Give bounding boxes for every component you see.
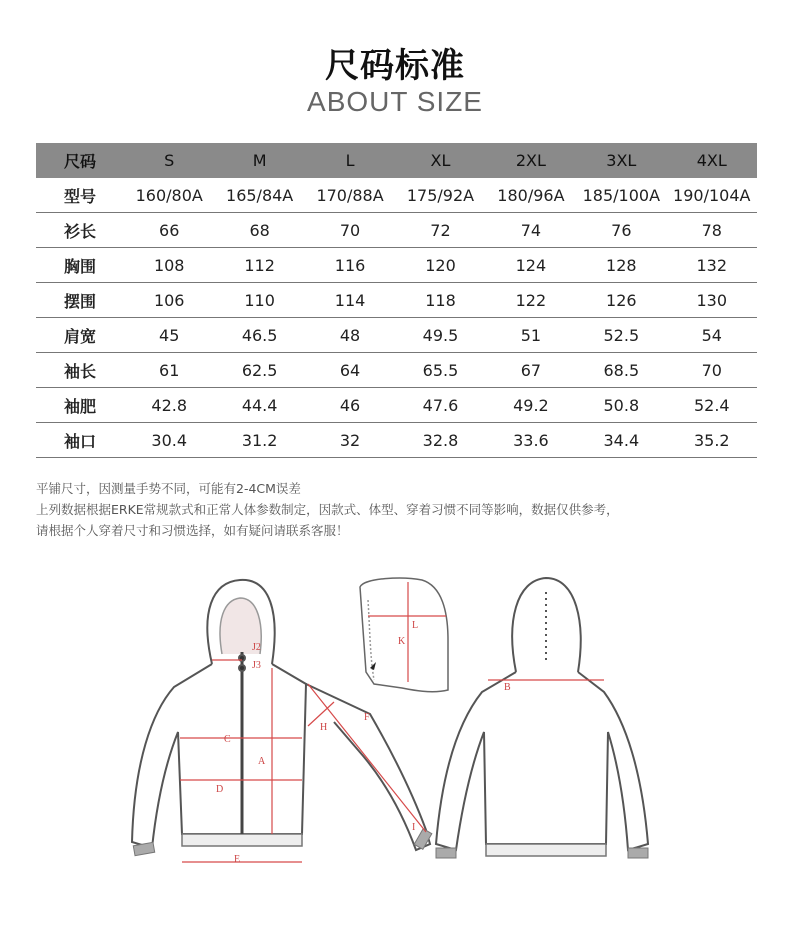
size-value: 49.5 bbox=[395, 318, 485, 353]
label-j3: J3 bbox=[252, 660, 261, 671]
size-value: 118 bbox=[395, 283, 485, 318]
size-value: 68 bbox=[214, 213, 304, 248]
size-value: 51 bbox=[486, 318, 576, 353]
note-line: 平铺尺寸，因测量手势不同，可能有2-4CM误差 bbox=[36, 481, 301, 496]
header-cell: XL bbox=[395, 143, 485, 178]
size-value: 122 bbox=[486, 283, 576, 318]
row-label: 袖长 bbox=[36, 353, 124, 388]
size-value: 180/96A bbox=[486, 178, 576, 213]
size-table-row bbox=[36, 213, 757, 248]
label-f: F bbox=[364, 712, 370, 723]
size-value: 64 bbox=[305, 353, 395, 388]
size-value: 74 bbox=[486, 213, 576, 248]
size-value: 50.8 bbox=[576, 388, 666, 423]
page-subtitle: ABOUT SIZE bbox=[307, 86, 483, 117]
label-l: L bbox=[412, 620, 419, 631]
size-value: 126 bbox=[576, 283, 666, 318]
size-value: 108 bbox=[124, 248, 214, 283]
size-value: 72 bbox=[395, 213, 485, 248]
size-value: 42.8 bbox=[124, 388, 214, 423]
front-hoodie-illustration bbox=[132, 580, 432, 856]
row-label: 型号 bbox=[36, 178, 124, 213]
row-label: 袖口 bbox=[36, 423, 124, 458]
header-cell: M bbox=[214, 143, 304, 178]
size-value: 52.4 bbox=[667, 388, 757, 423]
size-value: 120 bbox=[395, 248, 485, 283]
label-e: E bbox=[234, 854, 241, 865]
size-value: 170/88A bbox=[305, 178, 395, 213]
size-table-row bbox=[36, 178, 757, 213]
size-value: 130 bbox=[667, 283, 757, 318]
size-value: 110 bbox=[214, 283, 304, 318]
size-value: 34.4 bbox=[576, 423, 666, 458]
note-line: 上列数据根据ERKE常规款式和正常人体参数制定，因款式、体型、穿着习惯不同等影响，数据仅供参考， bbox=[36, 502, 619, 517]
size-table-row bbox=[36, 283, 757, 318]
size-value: 48 bbox=[305, 318, 395, 353]
size-table-row bbox=[36, 423, 757, 458]
header-cell: 3XL bbox=[576, 143, 666, 178]
size-value: 128 bbox=[576, 248, 666, 283]
hood-side-illustration bbox=[360, 578, 448, 692]
page-title: 尺码标准 bbox=[325, 46, 465, 86]
size-value: 32 bbox=[305, 423, 395, 458]
size-value: 114 bbox=[305, 283, 395, 318]
front-measurement-labels bbox=[216, 642, 415, 865]
label-d: D bbox=[216, 784, 224, 795]
size-value: 124 bbox=[486, 248, 576, 283]
size-table-row bbox=[36, 388, 757, 423]
header-cell: 尺码 bbox=[36, 143, 124, 178]
size-value: 52.5 bbox=[576, 318, 666, 353]
size-value: 175/92A bbox=[395, 178, 485, 213]
size-value: 67 bbox=[486, 353, 576, 388]
size-value: 47.6 bbox=[395, 388, 485, 423]
size-value: 132 bbox=[667, 248, 757, 283]
size-value: 68.5 bbox=[576, 353, 666, 388]
label-c: C bbox=[224, 734, 231, 745]
header-cell: 2XL bbox=[486, 143, 576, 178]
row-label: 肩宽 bbox=[36, 318, 124, 353]
hood-measurement-lines bbox=[368, 582, 446, 682]
size-value: 78 bbox=[667, 213, 757, 248]
note-line: 请根据个人穿着尺寸和习惯选择，如有疑问请联系客服！ bbox=[36, 523, 349, 538]
row-label: 衫长 bbox=[36, 213, 124, 248]
size-value: 33.6 bbox=[486, 423, 576, 458]
size-value: 46 bbox=[305, 388, 395, 423]
label-b: B bbox=[504, 682, 511, 693]
size-value: 185/100A bbox=[576, 178, 666, 213]
size-value: 106 bbox=[124, 283, 214, 318]
size-table-row bbox=[36, 353, 757, 388]
size-value: 70 bbox=[305, 213, 395, 248]
label-i: I bbox=[412, 822, 416, 833]
size-value: 61 bbox=[124, 353, 214, 388]
size-value: 31.2 bbox=[214, 423, 304, 458]
size-value: 35.2 bbox=[667, 423, 757, 458]
size-table-header-row bbox=[36, 143, 757, 178]
size-value: 30.4 bbox=[124, 423, 214, 458]
size-value: 65.5 bbox=[395, 353, 485, 388]
size-value: 45 bbox=[124, 318, 214, 353]
size-value: 66 bbox=[124, 213, 214, 248]
label-a: A bbox=[258, 756, 266, 767]
label-k: K bbox=[398, 636, 406, 647]
brand-logo-icon bbox=[370, 662, 376, 670]
size-value: 44.4 bbox=[214, 388, 304, 423]
label-h: H bbox=[320, 722, 328, 733]
size-table bbox=[36, 143, 757, 458]
size-value: 46.5 bbox=[214, 318, 304, 353]
size-notes bbox=[36, 478, 619, 541]
size-table-row bbox=[36, 248, 757, 283]
size-value: 32.8 bbox=[395, 423, 485, 458]
size-value: 62.5 bbox=[214, 353, 304, 388]
measurement-diagram bbox=[112, 572, 672, 892]
size-value: 190/104A bbox=[667, 178, 757, 213]
size-value: 76 bbox=[576, 213, 666, 248]
row-label: 摆围 bbox=[36, 283, 124, 318]
size-value: 54 bbox=[667, 318, 757, 353]
size-value: 49.2 bbox=[486, 388, 576, 423]
size-table-row bbox=[36, 318, 757, 353]
header-cell: L bbox=[305, 143, 395, 178]
size-value: 70 bbox=[667, 353, 757, 388]
header-cell: S bbox=[124, 143, 214, 178]
back-hoodie-illustration bbox=[436, 578, 648, 858]
size-value: 165/84A bbox=[214, 178, 304, 213]
size-value: 116 bbox=[305, 248, 395, 283]
header-cell: 4XL bbox=[667, 143, 757, 178]
label-j2: J2 bbox=[252, 642, 261, 653]
row-label: 胸围 bbox=[36, 248, 124, 283]
size-value: 160/80A bbox=[124, 178, 214, 213]
row-label: 袖肥 bbox=[36, 388, 124, 423]
size-value: 112 bbox=[214, 248, 304, 283]
